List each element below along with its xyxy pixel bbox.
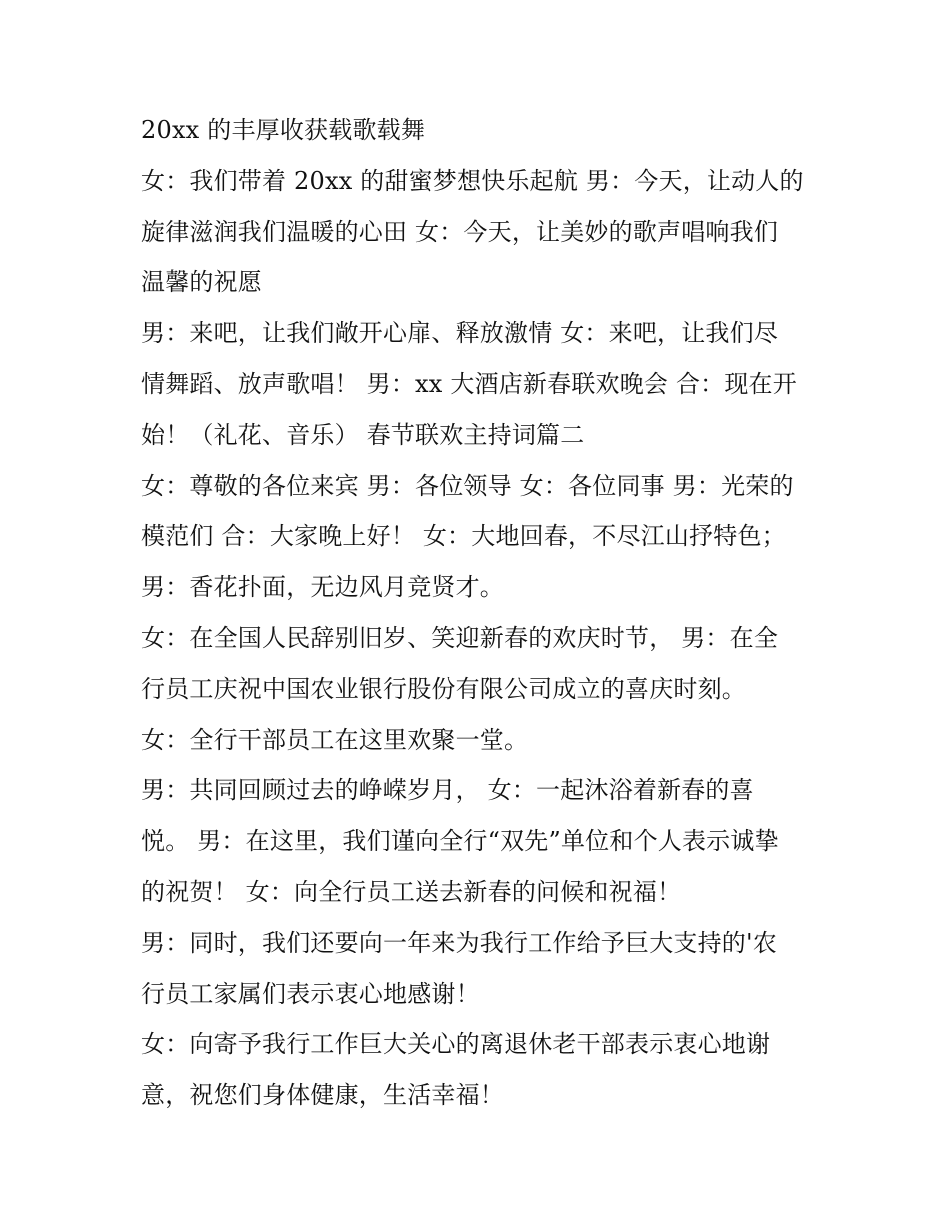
- text-line: 男：同时，我们还要向一年来为我行工作给予巨大支持的'农: [141, 928, 777, 957]
- text-line: 行员工庆祝中国农业银行股份有限公司成立的喜庆时刻。: [141, 674, 746, 703]
- text-line: 的祝贺！ 女：向全行员工送去新春的问候和祝福！: [141, 877, 682, 906]
- text-line: 温馨的祝愿: [141, 268, 262, 297]
- text-line: 男：来吧，让我们敞开心扉、释放激情 女：来吧，让我们尽: [141, 319, 779, 348]
- text-line: 旋律滋润我们温暖的心田 女：今天，让美妙的歌声唱响我们: [141, 217, 779, 246]
- text-line: 情舞蹈、放声歌唱！ 男：xx 大酒店新春联欢晚会 合：现在开: [141, 369, 797, 398]
- text-line: 始！（礼花、音乐） 春节联欢主持词篇二: [141, 420, 585, 449]
- text-line: 男：共同回顾过去的峥嵘岁月， 女：一起沐浴着新春的喜: [141, 776, 754, 805]
- text-line: 女：在全国人民辞别旧岁、笑迎新春的欢庆时节， 男：在全: [141, 623, 779, 652]
- document-body: [141, 105, 811, 1121]
- text-line: 女：向寄予我行工作巨大关心的离退休老干部表示衷心地谢: [141, 1030, 771, 1059]
- text-line: 行员工家属们表示衷心地感谢！: [141, 979, 480, 1008]
- text-line: 女：全行干部员工在这里欢聚一堂。: [141, 725, 529, 754]
- text-line: 悦。 男：在这里，我们谨向全行“双先”单位和个人表示诚挚: [141, 827, 779, 856]
- text-line: 20xx 的丰厚收获载歌载舞: [141, 116, 426, 144]
- text-line: 意，祝您们身体健康，生活幸福！: [141, 1081, 504, 1110]
- text-line: 女：我们带着 20xx 的甜蜜梦想快乐起航 男：今天，让动人的: [141, 166, 804, 195]
- text-line: 女：尊敬的各位来宾 男：各位领导 女：各位同事 男：光荣的: [141, 471, 794, 500]
- text-line: 模范们 合：大家晚上好！ 女：大地回春，不尽江山抒特色；: [141, 522, 786, 551]
- text-line: 男：香花扑面，无边风月竞贤才。: [141, 573, 504, 602]
